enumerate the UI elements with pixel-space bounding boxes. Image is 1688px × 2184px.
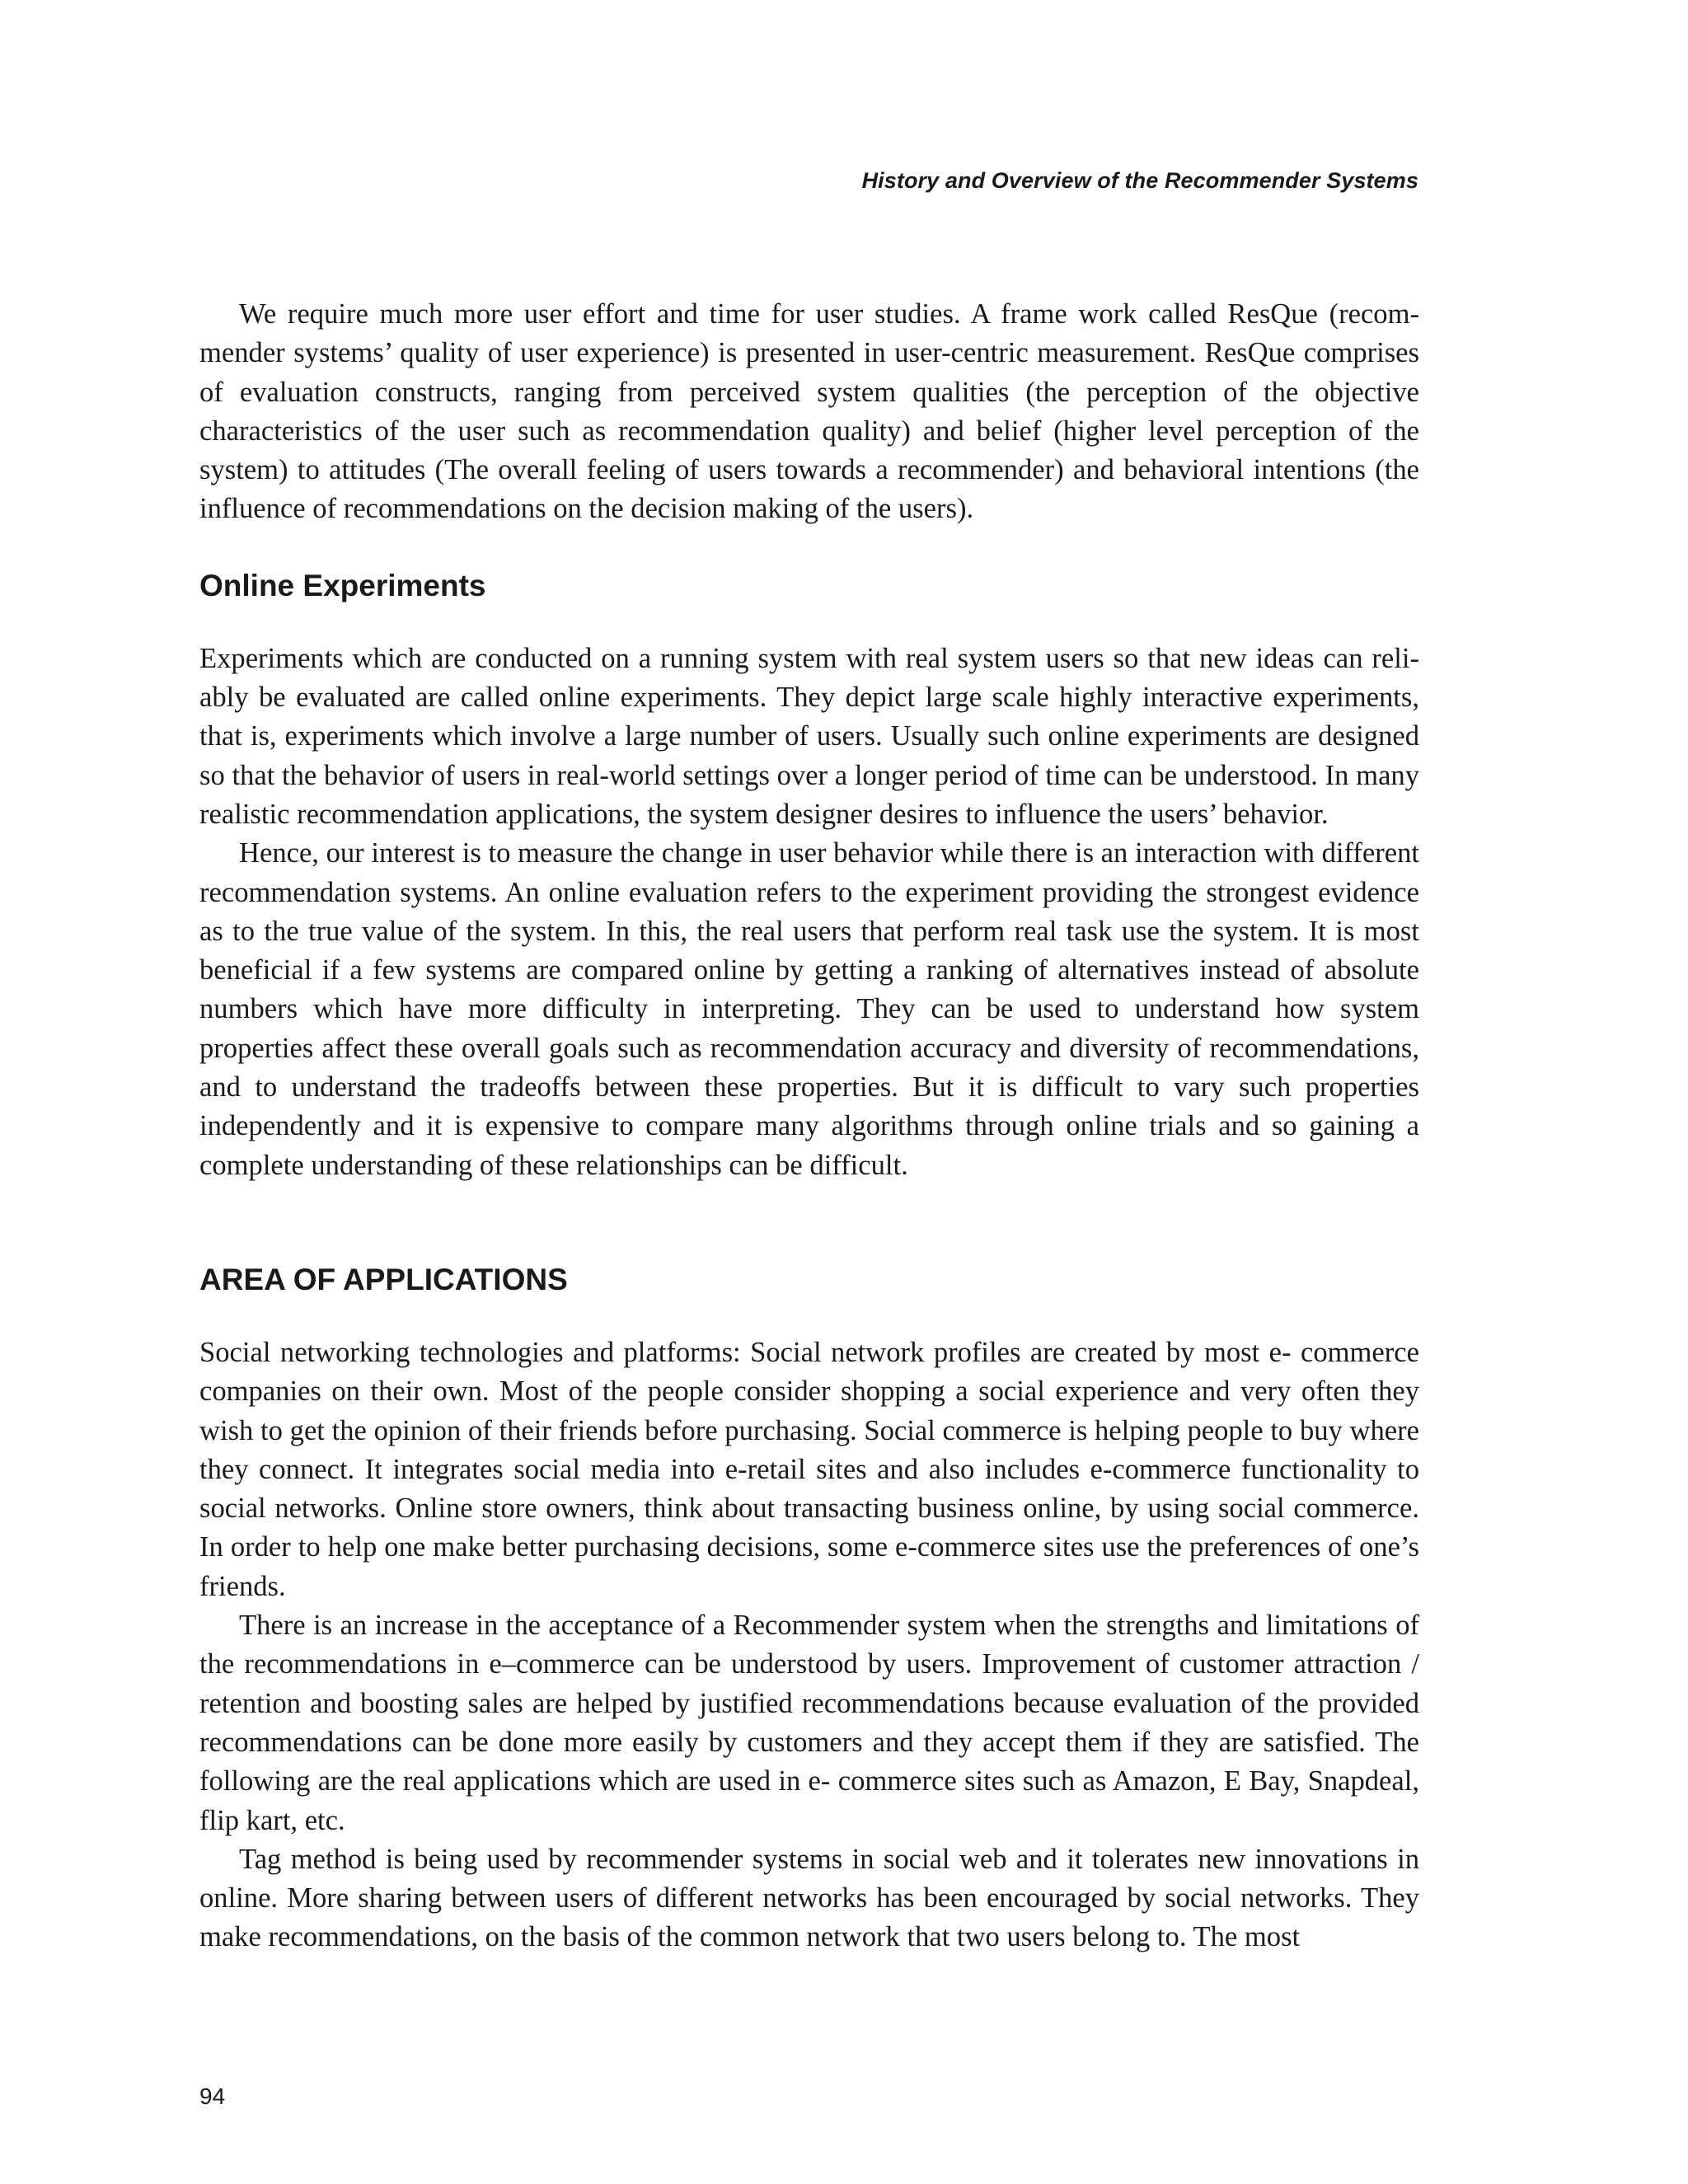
online-experiments-paragraph-2: Hence, our interest is to measure the change in user behavior while there is an interaction with different recommendation systems. An online evaluation refers to the experiment providing the strongest evidence as to the true value of the system. In this, the real users that perform real task use the system. It is most beneficial if a few systems are compared online by getting a ranking of alternatives instead of absolute numbers which have more difficulty in interpreting. They can be used to understand how system properties affect these overall goals such as recommendation accuracy and diversity of recommendations, and to understand the tradeoffs between these properties. But it is difficult to vary such properties independently and it is expensive to compare many algorithms through online trials and so gaining a complete understanding of these relationships can be difficult.	[199, 837, 1419, 1181]
applications-paragraph-2: There is an increase in the acceptance of a Recommender system when the strengths and limitations of the recommendations in e–commerce can be understood by users. Improvement of customer attraction / retention and boosting sales are helped by justified recommendations because evaluation of the provided recommendations can be done more easily by customers and they accept them if they are satisfied. The following are the real applications which are used in e- commerce sites such as Amazon, E Bay, Snapdeal, flip kart, etc.	[199, 1610, 1419, 1836]
section-heading-online-experiments: Online Experiments	[199, 568, 486, 602]
intro-paragraph: We require much more user effort and time for user studies. A frame work called ResQue (recommender systems’ quality of user experience) is presented in user-centric measurement. ResQue comprises of evaluation constructs, ranging from perceived system qualities (the perception of the objective characteristics of the user such as recommendation quality) and belief (higher level perception of the system) to attitudes (The overall feeling of users towards a recommender) and behavioral intentions (the influence of recommendations on the decision making of the users).	[199, 298, 1419, 525]
applications-paragraph-3: Tag method is being used by recommender systems in social web and it tolerates new innovations in online. More sharing between users of different networks has been encouraged by social networks. They make recommendations, on the basis of the common network that two users belong to. The most	[199, 1843, 1419, 1953]
page-body	[199, 295, 1419, 1957]
running-head: History and Overview of the Recommender Systems	[861, 168, 1418, 193]
section-heading-area-of-applications: AREA OF APPLICATIONS	[199, 1262, 568, 1296]
applications-paragraph-1: Social networking technologies and platforms: Social network profiles are created by most e- commerce companies on their own. Most of the people consider shopping a social experience and very often they wish to get the opinion of their friends before purchasing. Social commerce is helping people to buy where they connect. It integrates social media into e-retail sites and also includes e-commerce functionality to social networks. Online store owners, think about transacting business online, by using social commerce. In order to help one make better purchasing decisions, some e-commerce sites use the preferences of one’s friends.	[199, 1336, 1419, 1602]
online-experiments-paragraph-1: Experiments which are conducted on a running system with real system users so that new ideas can reliably be evaluated are called online experiments. They depict large scale highly interactive experiments, that is, experiments which involve a large number of users. Usually such online experiments are designed so that the behavior of users in real-world settings over a longer period of time can be understood. In many realistic recommendation applications, the system designer desires to influence the users’ behavior.	[199, 642, 1419, 830]
page-number: 94	[199, 2083, 226, 2109]
